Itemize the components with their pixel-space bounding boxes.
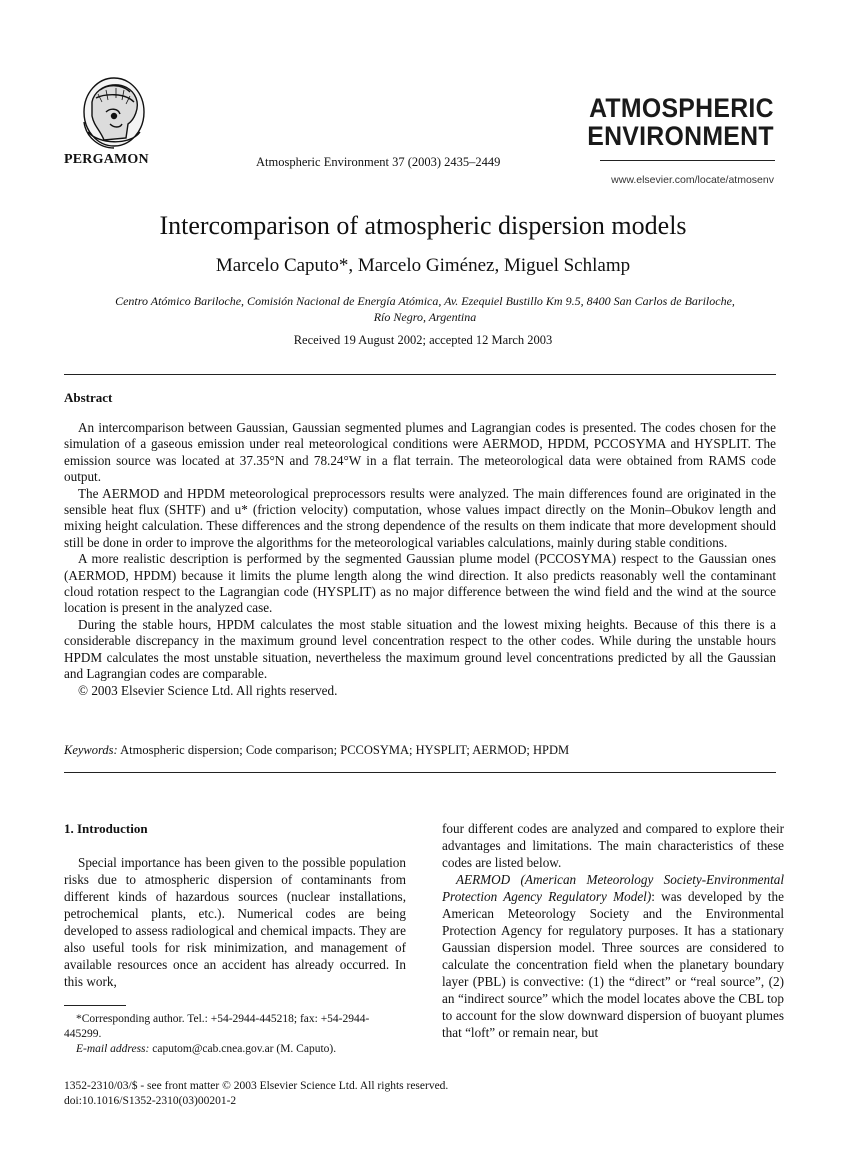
right-column [442,820,784,1041]
corresponding-author-note: *Corresponding author. Tel.: +54-2944-445218; fax: +54-2944-445299. [64,1013,370,1040]
copyright-notice: © 2003 Elsevier Science Ltd. All rights reserved. [78,682,338,698]
received-dates: Received 19 August 2002; accepted 12 March 2003 [293,333,553,347]
email-label: E-mail address: [76,1043,150,1055]
publisher-logo [62,72,162,150]
abstract-heading: Abstract [64,390,113,405]
journal-url[interactable]: www.elsevier.com/locate/atmosenv [611,174,774,186]
journal-title-line2: ENVIRONMENT [587,121,774,151]
model-name-aermod: AERMOD (American Meteorology Society-Environmental Protection Agency Regulatory Model) [442,872,784,904]
publisher-logo-icon [70,72,156,150]
abstract-paragraph: A more realistic description is performed by the segmented Gaussian plume model (PCCOSYMA) respect to the Gaussian ones (AERMOD, HPDM) because it limits the plume length along the wind direction. It also predicts reasonably well the contaminant cloud rotation respect to the Lagrangian code (HYSPLIT) as no major difference between the wind field and the wind at the source location is present in the analyzed case. [64,551,776,616]
abstract-body [64,420,776,699]
keywords-list: Atmospheric dispersion; Code comparison; PCCOSYMA; HYSPLIT; AERMOD; HPDM [117,743,570,757]
abstract-paragraph: An intercomparison between Gaussian, Gaussian segmented plumes and Lagrangian codes is presented. The codes chosen for the simulation of a gaseous emission under real meteorological conditions were AERMOD, HPDM, PCCOSYMA and HYSPLIT. The emission source was located at 37.35°N and 78.24°W in a flat terrain. The meteorological data were obtained from RAMS code output. [64,420,776,485]
model-description: : was developed by the American Meteorology Society and the Environmental Protection Agency for regulatory purposes. It has a stationary Gaussian dispersion model. Three sources are considered to calculate the concentration field when the planetary boundary layer (PBL) is convective: (1) the “direct” or “real source”, (2) an “indirect source” which the model locates above the CBL top to account for the slow downward dispersion of buoyant plumes that “loft” or remain near, but [442,889,785,1040]
body-paragraph [442,871,784,1041]
journal-title [587,94,774,150]
body-paragraph: Special importance has been given to the possible population risks due to atmospheric dispersion of contaminants from different kinds of hazardous sources (nuclear installations, petrochemical plants, etc.). Numerical codes are being developed to assess radiological and chemical impacts. They are also useful tools for risk minimization, and management of available resources once an accident has already occurred. In this work, [64,855,406,989]
paper-authors: Marcelo Caputo*, Marcelo Giménez, Miguel Schlamp [215,255,631,276]
abstract-bottom-rule [64,772,776,773]
left-column [64,820,406,990]
abstract-paragraph: The AERMOD and HPDM meteorological preprocessors results were analyzed. The main differences found are originated in the sensible heat flux (SHTF) and u* (friction velocity) computation, whose values impact directly on the Monin–Obukov length and mixing height calculation. These differences and the strong dependence of the results on them indicate that more development should still be done in order to improve the algorithms for the meteorological variables calculations, mainly during stable conditions. [64,485,776,550]
issn-line: 1352-2310/03/$ - see front matter © 2003 Elsevier Science Ltd. All rights reserved. [64,1080,449,1092]
affiliation [80,293,770,325]
keywords [64,743,569,758]
publisher-name: PERGAMON [64,152,149,167]
affiliation-line1: Centro Atómico Bariloche, Comisión Nacional de Energía Atómica, Av. Ezequiel Bustillo Km 9.5, 8400 San Carlos de Bariloche, [115,294,735,308]
journal-citation: Atmospheric Environment 37 (2003) 2435–2449 [256,155,501,169]
footnote-rule [64,1005,126,1006]
section-heading: 1. Introduction [64,821,148,836]
affiliation-line2: Río Negro, Argentina [373,310,477,324]
paper-title: Intercomparison of atmospheric dispersion models [159,211,687,240]
body-paragraph: four different codes are analyzed and compared to explore their advantages and limitations. The main characteristics of these codes are listed below. [442,821,784,870]
journal-title-line1: ATMOSPHERIC [589,93,774,123]
email-address[interactable]: caputom@cab.cnea.gov.ar (M. Caputo). [149,1043,337,1055]
abstract-paragraph: During the stable hours, HPDM calculates the most stable situation and the lowest mixing heights. Because of this there is a considerable discrepancy in the maximum ground level concentration respect to the other codes. While during the unstable hours HPDM calculates the most unstable situation, nevertheless the maximum ground level concentrations predicted by all the Gaussian and Lagrangian codes are comparable. [64,616,776,682]
page-footer [64,1079,448,1109]
footnote [64,1012,406,1057]
doi-line: doi:10.1016/S1352-2310(03)00201-2 [64,1095,237,1107]
email-note [64,1042,406,1057]
keywords-label: Keywords: [64,743,118,757]
journal-divider [600,160,775,161]
abstract-top-rule [64,374,776,375]
